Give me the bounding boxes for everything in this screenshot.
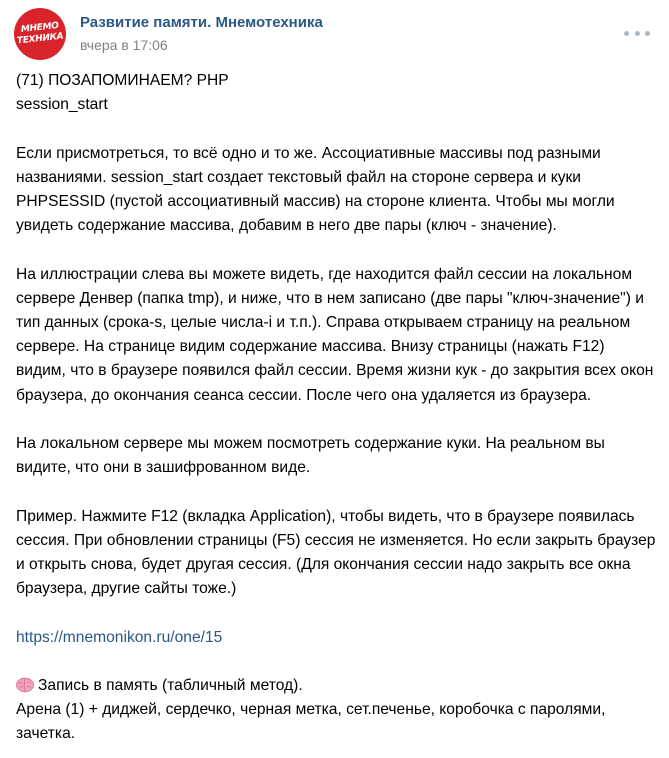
memo-text: Запись в память (табличный метод). — [38, 676, 303, 694]
spacer — [16, 117, 656, 141]
post-time-link[interactable]: вчера в 17:06 — [80, 37, 168, 53]
post-link[interactable]: https://mnemonikon.ru/one/15 — [16, 628, 223, 646]
dot — [624, 31, 629, 36]
post-subtitle-line: session_start — [16, 96, 108, 114]
post-paragraph: На иллюстрации слева вы можете видеть, где находится файл сессии на локальном сервере Денвер (папка tmp), и ниже, что в нем записано (две пары "ключ-значение") и тип данных (срока-s, целые числа-i и т.п.). Справа открываем страницу на реальном сервере. На странице видим содержание массива. Внизу страницы (нажать F12) видим, что в браузере появился файл сессии. Время жизни кук - до закрытия всех окон браузера, до окончания сеанса сессии. После чего она удаляется из браузера. — [16, 265, 654, 404]
post-text — [16, 69, 656, 747]
dot — [635, 31, 640, 36]
spacer — [16, 480, 656, 504]
avatar-text-top: МНЕМО — [20, 21, 60, 35]
group-avatar[interactable] — [14, 8, 66, 60]
post-paragraph: На локальном сервере мы можем посмотреть содержание куки. На реальном вы видите, что они в зашифрованном виде. — [16, 435, 605, 477]
link-line — [16, 626, 656, 650]
dot — [645, 31, 650, 36]
spacer — [16, 408, 656, 432]
post-paragraph: Если присмотреться, то всё одно и то же. Ассоциативные массивы под разными названиями. session_start создает текстовый файл на стороне сервера и куки PHPSESSID (пустой ассоциативный массив) на стороне клиента. Чтобы мы могли увидеть содержание массива, добавим в него две пары (ключ - значение). — [16, 144, 615, 235]
post-header — [14, 8, 654, 60]
post-title-line: (71) ПОЗАПОМИНАЕМ? PHP — [16, 72, 229, 89]
brain-icon — [16, 677, 34, 693]
post-paragraph: Пример. Нажмите F12 (вкладка Application), чтобы видеть, что в браузере появилась сессия. При обновлении страницы (F5) сессия не изменяется. Но если закрыть браузер и открыть снова, будет другая сессия. (Для окончания сессии надо закрыть все окна браузера, другие сайты тоже.) — [16, 507, 656, 598]
spacer — [16, 650, 656, 674]
spacer — [16, 601, 656, 625]
spacer — [16, 238, 656, 262]
memo-line — [16, 674, 656, 698]
avatar-text-bottom: ТЕХНИКА — [16, 31, 64, 47]
group-name-link[interactable]: Развитие памяти. Мнемотехника — [80, 14, 323, 31]
arena-line: Арена (1) + диджей, сердечко, черная метка, сет.печенье, коробочка с паролями, зачетка. — [16, 701, 606, 743]
more-dots-icon[interactable] — [624, 26, 650, 40]
